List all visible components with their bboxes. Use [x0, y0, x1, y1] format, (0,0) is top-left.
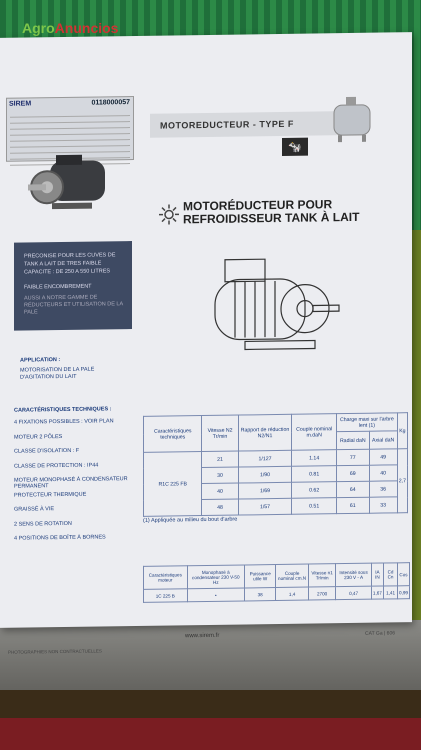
characteristic-item: GRAISSÉ À VIE [14, 506, 55, 513]
cell: 77 [337, 449, 370, 465]
cow-icon: 🐄 [282, 138, 308, 156]
cell: 1,4 [276, 587, 308, 600]
cell: 0.62 [292, 482, 337, 499]
cell: 0.51 [292, 498, 337, 515]
cell: • [187, 588, 244, 602]
headline [183, 198, 359, 226]
th: Puissance utile W [244, 565, 275, 588]
cell: 69 [337, 465, 370, 481]
panel-compact-text: FAIBLE ENCOMBREMENT [24, 283, 92, 291]
characteristic-item: MOTEUR MONOPHASÉ À CONDENSATEUR PERMANENT [14, 476, 128, 490]
application-description: MOTORISATION DE LA PALE D'AGITATION DU LAIT [20, 366, 95, 381]
characteristic-item: PROTECTEUR THERMIQUE [14, 491, 87, 499]
th-radial: Radial daN [337, 431, 370, 449]
sunburst-icon [158, 203, 180, 225]
footer-disclaimer: PHOTOGRAPHIES NON CONTRACTUELLES [8, 648, 102, 655]
cell: 48 [202, 499, 238, 516]
cell: 38 [244, 588, 275, 601]
cell: 0,99 [397, 586, 409, 599]
th: Cd Cn [384, 563, 398, 586]
characteristic-item: 4 FIXATIONS POSSIBLES : VOIR PLAN [14, 418, 114, 426]
background-red-edge [0, 718, 421, 750]
watermark [22, 20, 118, 36]
th-torque: Couple nominal m.daN [292, 414, 337, 451]
th: Intensité sous 230 V - A [336, 563, 371, 586]
motor-drawing [205, 248, 345, 370]
panel-range-text: AUSSI A NOTRE GAMME DE RÉDUCTEURS ET UTILISATION DE LA PALE [24, 294, 123, 316]
cell: 0.81 [292, 466, 337, 483]
cell: 61 [337, 497, 370, 513]
info-panel [14, 241, 132, 331]
cell: 21 [202, 451, 238, 468]
cell: 1.14 [292, 450, 337, 467]
characteristic-item: CLASSE DE PROTECTION : IP44 [14, 462, 99, 470]
cell: 64 [337, 481, 370, 497]
brochure-page [0, 32, 412, 655]
th-weight: Kg [397, 413, 407, 449]
title-bar [150, 111, 360, 138]
th: Couple nominal cm.N [276, 564, 308, 587]
headline-line2: REFROIDISSEUR TANK À LAIT [183, 209, 360, 227]
th: Cos [397, 563, 409, 586]
cell: 49 [369, 449, 397, 465]
headline-line1: MOTORÉDUCTEUR POUR [183, 197, 333, 214]
th: IA IN [371, 563, 383, 586]
table-footnote: (1) Appliquée au milieu du bout d'arbre [143, 516, 238, 524]
reduction-table [143, 412, 408, 517]
motor-photo [20, 146, 125, 227]
th: Caractéristiques moteur [144, 566, 188, 590]
characteristics-heading: CARACTÉRISTIQUES TECHNIQUES : [14, 406, 112, 414]
cell: 2700 [308, 587, 336, 600]
application-title: APPLICATION : [20, 357, 61, 364]
th-characteristics: Caractéristiques techniques [144, 416, 202, 453]
weight-cell: 2,7 [397, 449, 407, 513]
th-speed: Vitesse N2 Tr/min [202, 415, 238, 452]
footer-catalog-code: CAT Ga | 606 [365, 630, 396, 637]
nameplate-brand: SIREM [9, 100, 32, 108]
cell: 1,67 [371, 586, 383, 599]
milk-tank-icon [332, 95, 372, 144]
table-row [144, 586, 410, 603]
th-axial: Axial daN [369, 431, 397, 449]
watermark-part2: Anuncios [54, 20, 119, 36]
cell: 1/69 [238, 482, 292, 499]
th: Vitesse n1 Tr/min [308, 564, 336, 587]
cell: 1/90 [238, 466, 292, 483]
cell: 30 [202, 467, 238, 484]
cell: 1,41 [384, 586, 398, 599]
model-cell: R1C 225 FB [144, 452, 202, 517]
characteristic-item: 4 POSITIONS DE BOÎTE À BORNES [14, 534, 106, 542]
cell: 1/127 [238, 450, 292, 467]
title-bar-text: MOTOREDUCTEUR - TYPE F [160, 118, 294, 131]
watermark-part1: Agro [22, 20, 55, 36]
cell: 33 [369, 497, 397, 513]
characteristic-item: CLASSE D'ISOLATION : F [14, 447, 80, 455]
th-ratio: Rapport de réduction N2/N1 [238, 414, 292, 451]
panel-capacity-text: PRECONISE POUR LES CUVES DE TANK A LAIT DE TRES FAIBLE CAPACITE : DE 250 A 550 LITRES [24, 252, 116, 276]
cell: 40 [369, 465, 397, 481]
cell: 0,47 [336, 586, 371, 599]
footer-url: www.sirem.fr [185, 632, 220, 640]
characteristics-list [14, 406, 139, 550]
characteristic-item: 2 SENS DE ROTATION [14, 520, 72, 528]
cell: 1/57 [238, 498, 292, 515]
cell: 1C 225 B [144, 589, 188, 603]
nameplate-serial: 0118000057 [91, 99, 130, 107]
cell: 36 [369, 481, 397, 497]
characteristic-item: MOTEUR 2 PÔLES [14, 433, 63, 441]
motor-table [143, 562, 410, 603]
th-load: Charge maxi sur l'arbre lent (1) [337, 413, 398, 432]
cell: 40 [202, 483, 238, 500]
th: Monophasé à condensateur 230 V-50 Hz [187, 565, 244, 589]
